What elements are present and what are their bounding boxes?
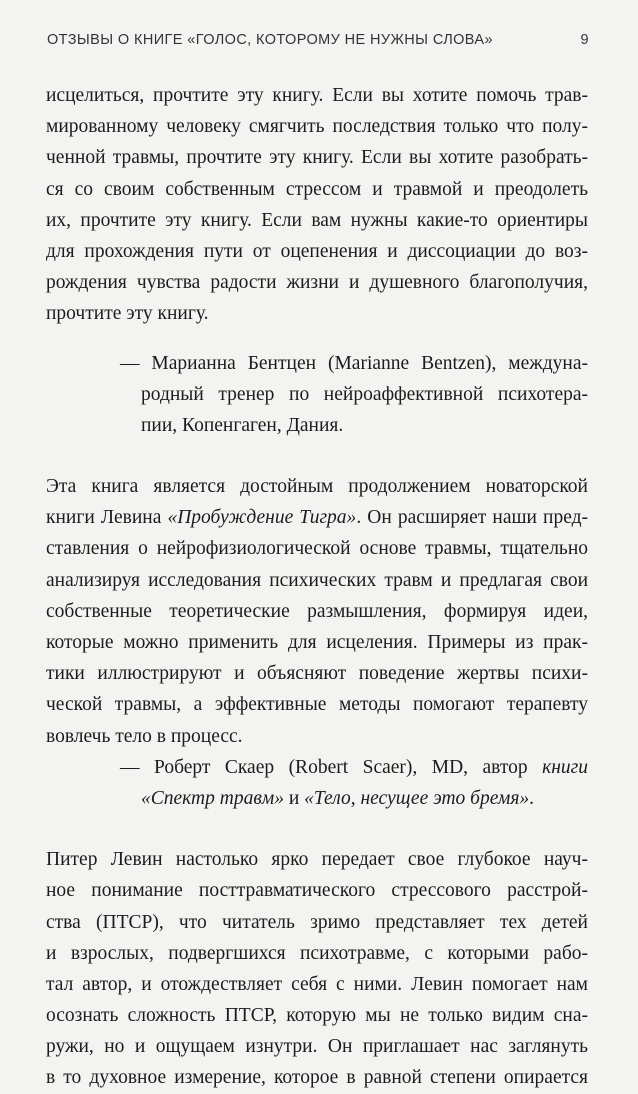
text-fragment: — Роберт Скаер (Robert Scaer), MD, автор [120, 756, 543, 778]
text-line: которые можно применить для исцеления. Примеры из прак- [46, 632, 588, 653]
attribution-line: — Марианна Бентцен (Marianne Bentzen), междуна- [120, 352, 588, 374]
text-line: тики иллюстрируют и объясняют поведение жертвы психи- [46, 663, 588, 685]
attribution-line [46, 752, 588, 783]
running-header [47, 32, 589, 48]
text-fragment: и [283, 787, 305, 809]
body-text [46, 80, 588, 1094]
paragraph-1 [46, 80, 588, 330]
text-line: ства (ПТСР), что читатель зримо представляет тех детей [46, 911, 588, 933]
text-line: и взрослых, подвергшихся психотравме, с которыми рабо- [46, 942, 588, 964]
text-line: вовлечь тело в процесс. [46, 725, 243, 747]
text-line: собственные теоретические размышления, формируя идеи, [46, 600, 588, 622]
text-line: анализируя исследования психических травм и предлагая свои [46, 569, 588, 591]
text-line: Эта книга является достойным продолжением новаторской [46, 476, 588, 498]
text-line: осознать сложность ПТСР, которую мы не только видим сна- [46, 1005, 588, 1027]
text-line: для прохождения пути от оцепенения и диссоциации до воз- [46, 240, 588, 262]
text-line: исцелиться, прочтите эту книгу. Если вы хотите помочь трав- [46, 85, 588, 106]
spacer [46, 441, 588, 471]
text-fragment: . [529, 787, 535, 809]
text-line: Питер Левин настолько ярко передает свое глубокое науч- [46, 849, 588, 871]
running-title: ОТЗЫВЫ О КНИГЕ «ГОЛОС, КОТОРОМУ НЕ НУЖНЫ СЛОВА» [47, 32, 493, 48]
text-line-with-title [46, 502, 588, 533]
text-line: их, прочтите эту книгу. Если вам нужны какие-то ориентиры [46, 209, 588, 231]
text-line: ченной травмы, прочтите эту книгу. Если вы хотите разобрать- [46, 147, 588, 169]
italic-fragment: книги [542, 756, 588, 778]
text-line: ружи, но и ощущаем изнутри. Он приглашает нас заглянуть [46, 1036, 588, 1058]
paragraph-2 [46, 471, 588, 752]
text-line: в то духовное измерение, которое в равной степени опирается [46, 1067, 588, 1089]
book-title: «Тело, несущее это бремя» [304, 787, 530, 809]
paragraph-3 [46, 844, 588, 1094]
text-line: тал автор, и отождествляет себя с ними. Левин помогает нам [46, 973, 588, 995]
attribution-line [46, 783, 588, 814]
text-fragment: . Он расширяет наши пред- [356, 507, 589, 529]
text-fragment: книги Левина [46, 507, 168, 529]
text-line: рождения чувства радости жизни и душевного благополучия, [46, 272, 588, 294]
book-title: «Спектр травм» [141, 787, 284, 809]
attribution-1 [46, 348, 588, 442]
text-line: мированному человеку смягчить последствия только что полу- [46, 116, 588, 138]
attribution-line: родный тренер по нейроаффективной психотера- [141, 383, 588, 405]
page-number: 9 [580, 32, 589, 48]
text-line: ся со своим собственным стрессом и травмой и преодолеть [46, 178, 588, 200]
attribution-2 [46, 752, 588, 814]
text-line: ставления о нейрофизиологической основе травмы, тщательно [46, 538, 588, 560]
attribution-line: пии, Копенгаген, Дания. [141, 414, 344, 436]
spacer [46, 330, 588, 348]
spacer [46, 814, 588, 844]
book-title: «Пробуждение Тигра» [167, 507, 357, 529]
text-line: ное понимание посттравматического стрессового расстрой- [46, 880, 588, 902]
text-line: прочтите эту книгу. [46, 303, 209, 325]
text-line: ческой травмы, а эффективные методы помогают терапевту [46, 694, 588, 716]
